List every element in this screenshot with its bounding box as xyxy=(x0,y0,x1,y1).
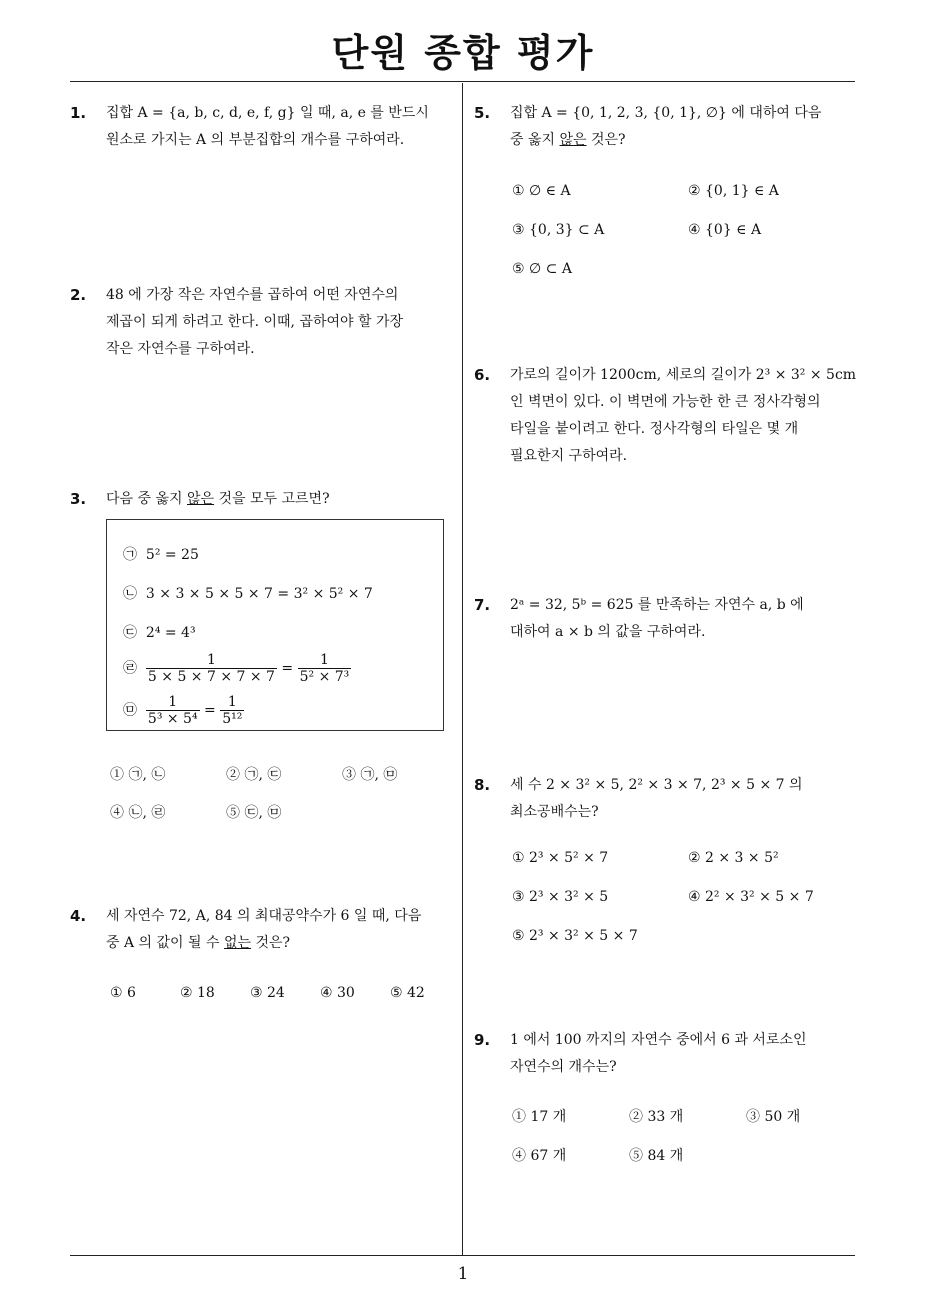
question-text: 원소로 가지는 A 의 부분집합의 개수를 구하여라. xyxy=(106,132,405,148)
statement-marker: ㉠ xyxy=(123,547,137,563)
underlined-keyword: 없는 xyxy=(223,935,252,951)
answer-option[interactable]: ① ∅ ∈ A xyxy=(512,183,571,199)
answer-option[interactable]: ⑤ ㉢, ㉤ xyxy=(226,805,282,821)
question-text: 48 에 가장 작은 자연수를 곱하여 어떤 자연수의 xyxy=(106,287,399,303)
answer-option[interactable]: ③ {0, 3} ⊂ A xyxy=(512,222,605,238)
statement-marker: ㉤ xyxy=(123,702,137,719)
question-text: 것은? xyxy=(251,935,291,951)
statement-d xyxy=(123,652,351,685)
numerator: 1 xyxy=(206,652,216,668)
question-text: 타일을 붙이려고 한다. 정사각형의 타일은 몇 개 xyxy=(510,421,799,437)
question-number: 1. xyxy=(70,104,87,122)
bottom-rule xyxy=(70,1255,855,1256)
statement-marker: ㉡ xyxy=(123,586,137,602)
fraction xyxy=(220,694,244,727)
fraction xyxy=(298,652,352,685)
question-9 xyxy=(474,1027,864,1081)
question-text: 집합 A = {a, b, c, d, e, f, g} 일 때, a, e 를 반드시 xyxy=(106,105,429,121)
answer-option[interactable]: ④ {0} ∈ A xyxy=(688,222,762,238)
question-text: 자연수의 개수는? xyxy=(510,1059,617,1075)
question-number: 7. xyxy=(474,596,491,614)
answer-option[interactable]: ① ㉠, ㉡ xyxy=(110,767,166,783)
numerator: 1 xyxy=(319,652,329,668)
question-text: 최소공배수는? xyxy=(510,804,599,820)
page-title: 단원 종합 평가 xyxy=(331,31,595,75)
question-text: 2ᵃ = 32, 5ᵇ = 625 를 만족하는 자연수 a, b 에 xyxy=(510,597,804,613)
page-number: 1 xyxy=(457,1264,469,1284)
statement-c xyxy=(123,622,196,642)
answer-option[interactable]: ④ 2² × 3² × 5 × 7 xyxy=(688,889,814,905)
question-1 xyxy=(70,100,460,154)
question-text: 제곱이 되게 하려고 한다. 이때, 곱하여야 할 가장 xyxy=(106,314,404,330)
question-text: 것은? xyxy=(586,132,626,148)
statement-marker: ㉣ xyxy=(123,660,137,677)
question-7 xyxy=(474,592,864,646)
fraction xyxy=(146,694,200,727)
answer-option[interactable]: ② {0, 1} ∈ A xyxy=(688,183,779,199)
equals-sign: = xyxy=(281,660,294,677)
answer-option[interactable]: ⑤ 2³ × 3² × 5 × 7 xyxy=(512,928,638,944)
question-text: 인 벽면이 있다. 이 벽면에 가능한 한 큰 정사각형의 xyxy=(510,394,821,410)
denominator: 5 × 5 × 7 × 7 × 7 xyxy=(147,669,275,685)
answer-option[interactable]: ② ㉠, ㉢ xyxy=(226,767,282,783)
answer-option[interactable]: ③ 2³ × 3² × 5 xyxy=(512,889,609,905)
top-rule xyxy=(70,81,855,82)
question-text: 대하여 a × b 의 값을 구하여라. xyxy=(510,624,706,640)
question-number: 4. xyxy=(70,907,87,925)
statement-e xyxy=(123,694,244,727)
underlined-keyword: 않은 xyxy=(186,491,215,507)
answer-option[interactable]: ① 2³ × 5² × 7 xyxy=(512,850,609,866)
question-4 xyxy=(70,903,460,957)
answer-option[interactable]: ⑤ 42 xyxy=(390,985,425,1001)
answer-option[interactable]: ④ 67 개 xyxy=(512,1148,567,1164)
question-text: 필요한지 구하여라. xyxy=(510,448,628,464)
question-number: 3. xyxy=(70,490,87,508)
question-number: 9. xyxy=(474,1031,491,1049)
answer-option[interactable]: ② 18 xyxy=(180,985,215,1001)
statement-b xyxy=(123,583,373,603)
question-8 xyxy=(474,772,864,826)
statement-marker: ㉢ xyxy=(123,625,137,641)
denominator: 5³ × 5⁴ xyxy=(147,711,198,727)
numerator: 1 xyxy=(227,694,237,710)
statement-expression: 5² = 25 xyxy=(145,547,199,563)
question-text: 다음 중 옳지 xyxy=(106,491,187,507)
answer-option[interactable]: ② 2 × 3 × 5² xyxy=(688,850,779,866)
question-number: 2. xyxy=(70,286,87,304)
statement-expression: 2⁴ = 4³ xyxy=(145,625,196,641)
answer-option[interactable]: ④ ㉡, ㉣ xyxy=(110,805,166,821)
column-divider xyxy=(462,83,463,1255)
statement-expression: 3 × 3 × 5 × 5 × 7 = 3² × 5² × 7 xyxy=(145,586,373,602)
question-text: 1 에서 100 까지의 자연수 중에서 6 과 서로소인 xyxy=(510,1032,807,1048)
equals-sign: = xyxy=(204,702,216,719)
question-2 xyxy=(70,282,460,363)
statement-a xyxy=(123,544,199,564)
answer-option[interactable]: ③ ㉠, ㉤ xyxy=(342,767,398,783)
answer-option[interactable]: ④ 30 xyxy=(320,985,355,1001)
denominator: 5² × 7³ xyxy=(299,669,350,685)
question-text: 집합 A = {0, 1, 2, 3, {0, 1}, ∅} 에 대하여 다음 xyxy=(510,105,822,121)
question-text: 세 자연수 72, A, 84 의 최대공약수가 6 일 때, 다음 xyxy=(106,908,422,924)
answer-option[interactable]: ② 33 개 xyxy=(629,1109,684,1125)
question-number: 8. xyxy=(474,776,491,794)
question-text: 중 A 의 값이 될 수 xyxy=(106,935,224,951)
answer-option[interactable]: ⑤ ∅ ⊂ A xyxy=(512,261,572,277)
answer-option[interactable]: ③ 24 xyxy=(250,985,285,1001)
question-number: 5. xyxy=(474,104,491,122)
question-text: 작은 자연수를 구하여라. xyxy=(106,341,255,357)
question-text: 가로의 길이가 1200cm, 세로의 길이가 2³ × 3² × 5cm xyxy=(510,367,857,383)
question-3 xyxy=(70,486,460,513)
question-6 xyxy=(474,362,874,470)
question-number: 6. xyxy=(474,366,491,384)
question-text: 중 옳지 xyxy=(510,132,560,148)
question-5 xyxy=(474,100,864,154)
answer-option[interactable]: ⑤ 84 개 xyxy=(629,1148,684,1164)
denominator: 5¹² xyxy=(222,711,243,727)
statement-box xyxy=(106,519,444,731)
answer-option[interactable]: ③ 50 개 xyxy=(746,1109,801,1125)
answer-option[interactable]: ① 17 개 xyxy=(512,1109,567,1125)
numerator: 1 xyxy=(168,694,178,710)
question-text: 것을 모두 고르면? xyxy=(214,491,330,507)
fraction xyxy=(146,652,277,685)
answer-option[interactable]: ① 6 xyxy=(110,985,136,1001)
question-text: 세 수 2 × 3² × 5, 2² × 3 × 7, 2³ × 5 × 7 의 xyxy=(510,777,803,793)
underlined-keyword: 않은 xyxy=(559,132,587,148)
